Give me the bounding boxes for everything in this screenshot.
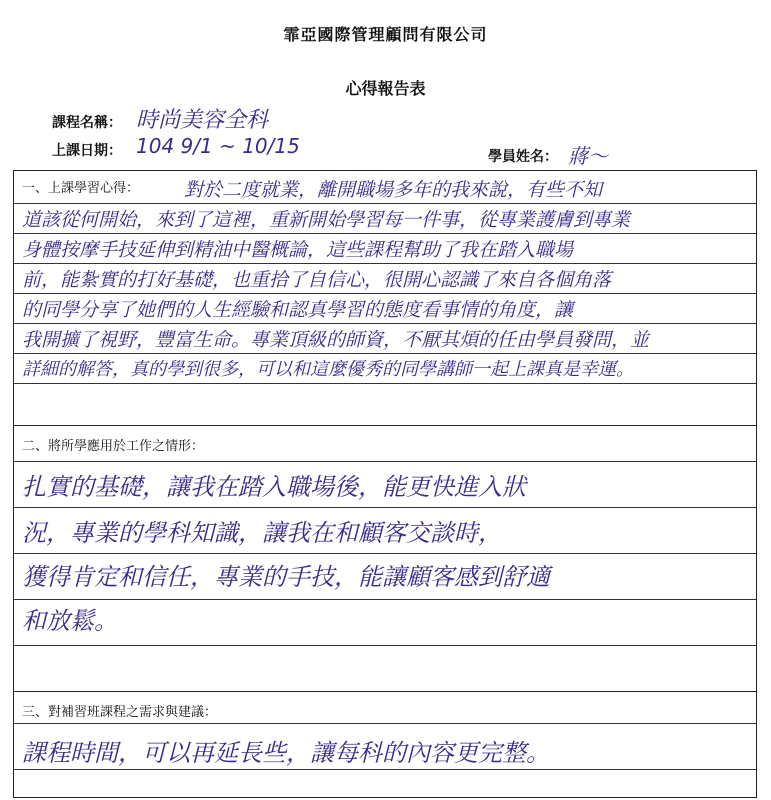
- section2-line-1: 扎實的基礎，讓我在踏入職場後，能更快進入狀: [22, 473, 526, 501]
- rule-line: [14, 461, 756, 462]
- section3-line-1: 課程時間，可以再延長些，讓每科的內容更完整。: [22, 739, 550, 767]
- rule-line: [14, 645, 756, 646]
- rule-line: [14, 769, 756, 770]
- section2-line-3: 獲得肯定和信任，專業的手技，能讓顧客感到舒適: [22, 563, 550, 591]
- rule-line: [14, 203, 756, 204]
- rule-line: [14, 353, 756, 354]
- rule-line: [14, 599, 756, 600]
- section1-line-5: 的同學分享了她們的人生經驗和認真學習的態度看事情的角度，讓: [22, 299, 574, 321]
- company-name: 霏亞國際管理顧問有限公司: [283, 25, 488, 44]
- section1-line-2: 道該從何開始，來到了這裡，重新開始學習每一件事，從專業護膚到專業: [22, 209, 631, 231]
- rule-line: [14, 383, 756, 384]
- section1-line-1: 對於二度就業，離開職場多年的我來說，有些不知: [184, 179, 603, 201]
- rule-line: [14, 507, 756, 508]
- rule-line: [14, 233, 756, 234]
- course-label: 課程名稱：: [52, 115, 122, 131]
- section-divider: [14, 691, 756, 692]
- rule-line: [14, 323, 756, 324]
- form-title: 心得報告表: [345, 79, 426, 98]
- section-divider: [14, 425, 756, 426]
- rule-line: [14, 263, 756, 264]
- student-label: 學員姓名：: [488, 149, 558, 165]
- section1-line-7: 詳細的解答，真的學到很多，可以和這麼優秀的同學講師一起上課真是幸運。: [22, 359, 634, 380]
- section1-line-3: 身體按摩手技延伸到精油中醫概論，這些課程幫助了我在踏入職場: [22, 239, 574, 261]
- section1-line-4: 前，能紮實的打好基礎，也重拾了自信心，很開心認識了來自各個角落: [22, 269, 612, 291]
- section1-line-6: 我開擴了視野，豐富生命。專業頂級的師資，不厭其煩的任由學員發問，並: [22, 329, 650, 351]
- rule-line: [14, 723, 756, 724]
- rule-line: [14, 553, 756, 554]
- rule-line: [14, 293, 756, 294]
- date-label: 上課日期：: [52, 143, 122, 159]
- report-form-box: [13, 170, 757, 798]
- section1-label: 一、上課學習心得：: [22, 181, 140, 196]
- section3-label: 三、對補習班課程之需求與建議：: [22, 705, 218, 720]
- student-value: 蔣～: [568, 144, 608, 168]
- section2-line-2: 況，專業的學科知識，讓我在和顧客交談時，: [22, 519, 502, 547]
- section2-label: 二、將所學應用於工作之情形：: [22, 439, 205, 454]
- course-value: 時尚美容全科: [136, 108, 269, 133]
- section2-line-4: 和放鬆。: [22, 607, 118, 635]
- date-value: 104 9/1 ~ 10/15: [136, 134, 300, 158]
